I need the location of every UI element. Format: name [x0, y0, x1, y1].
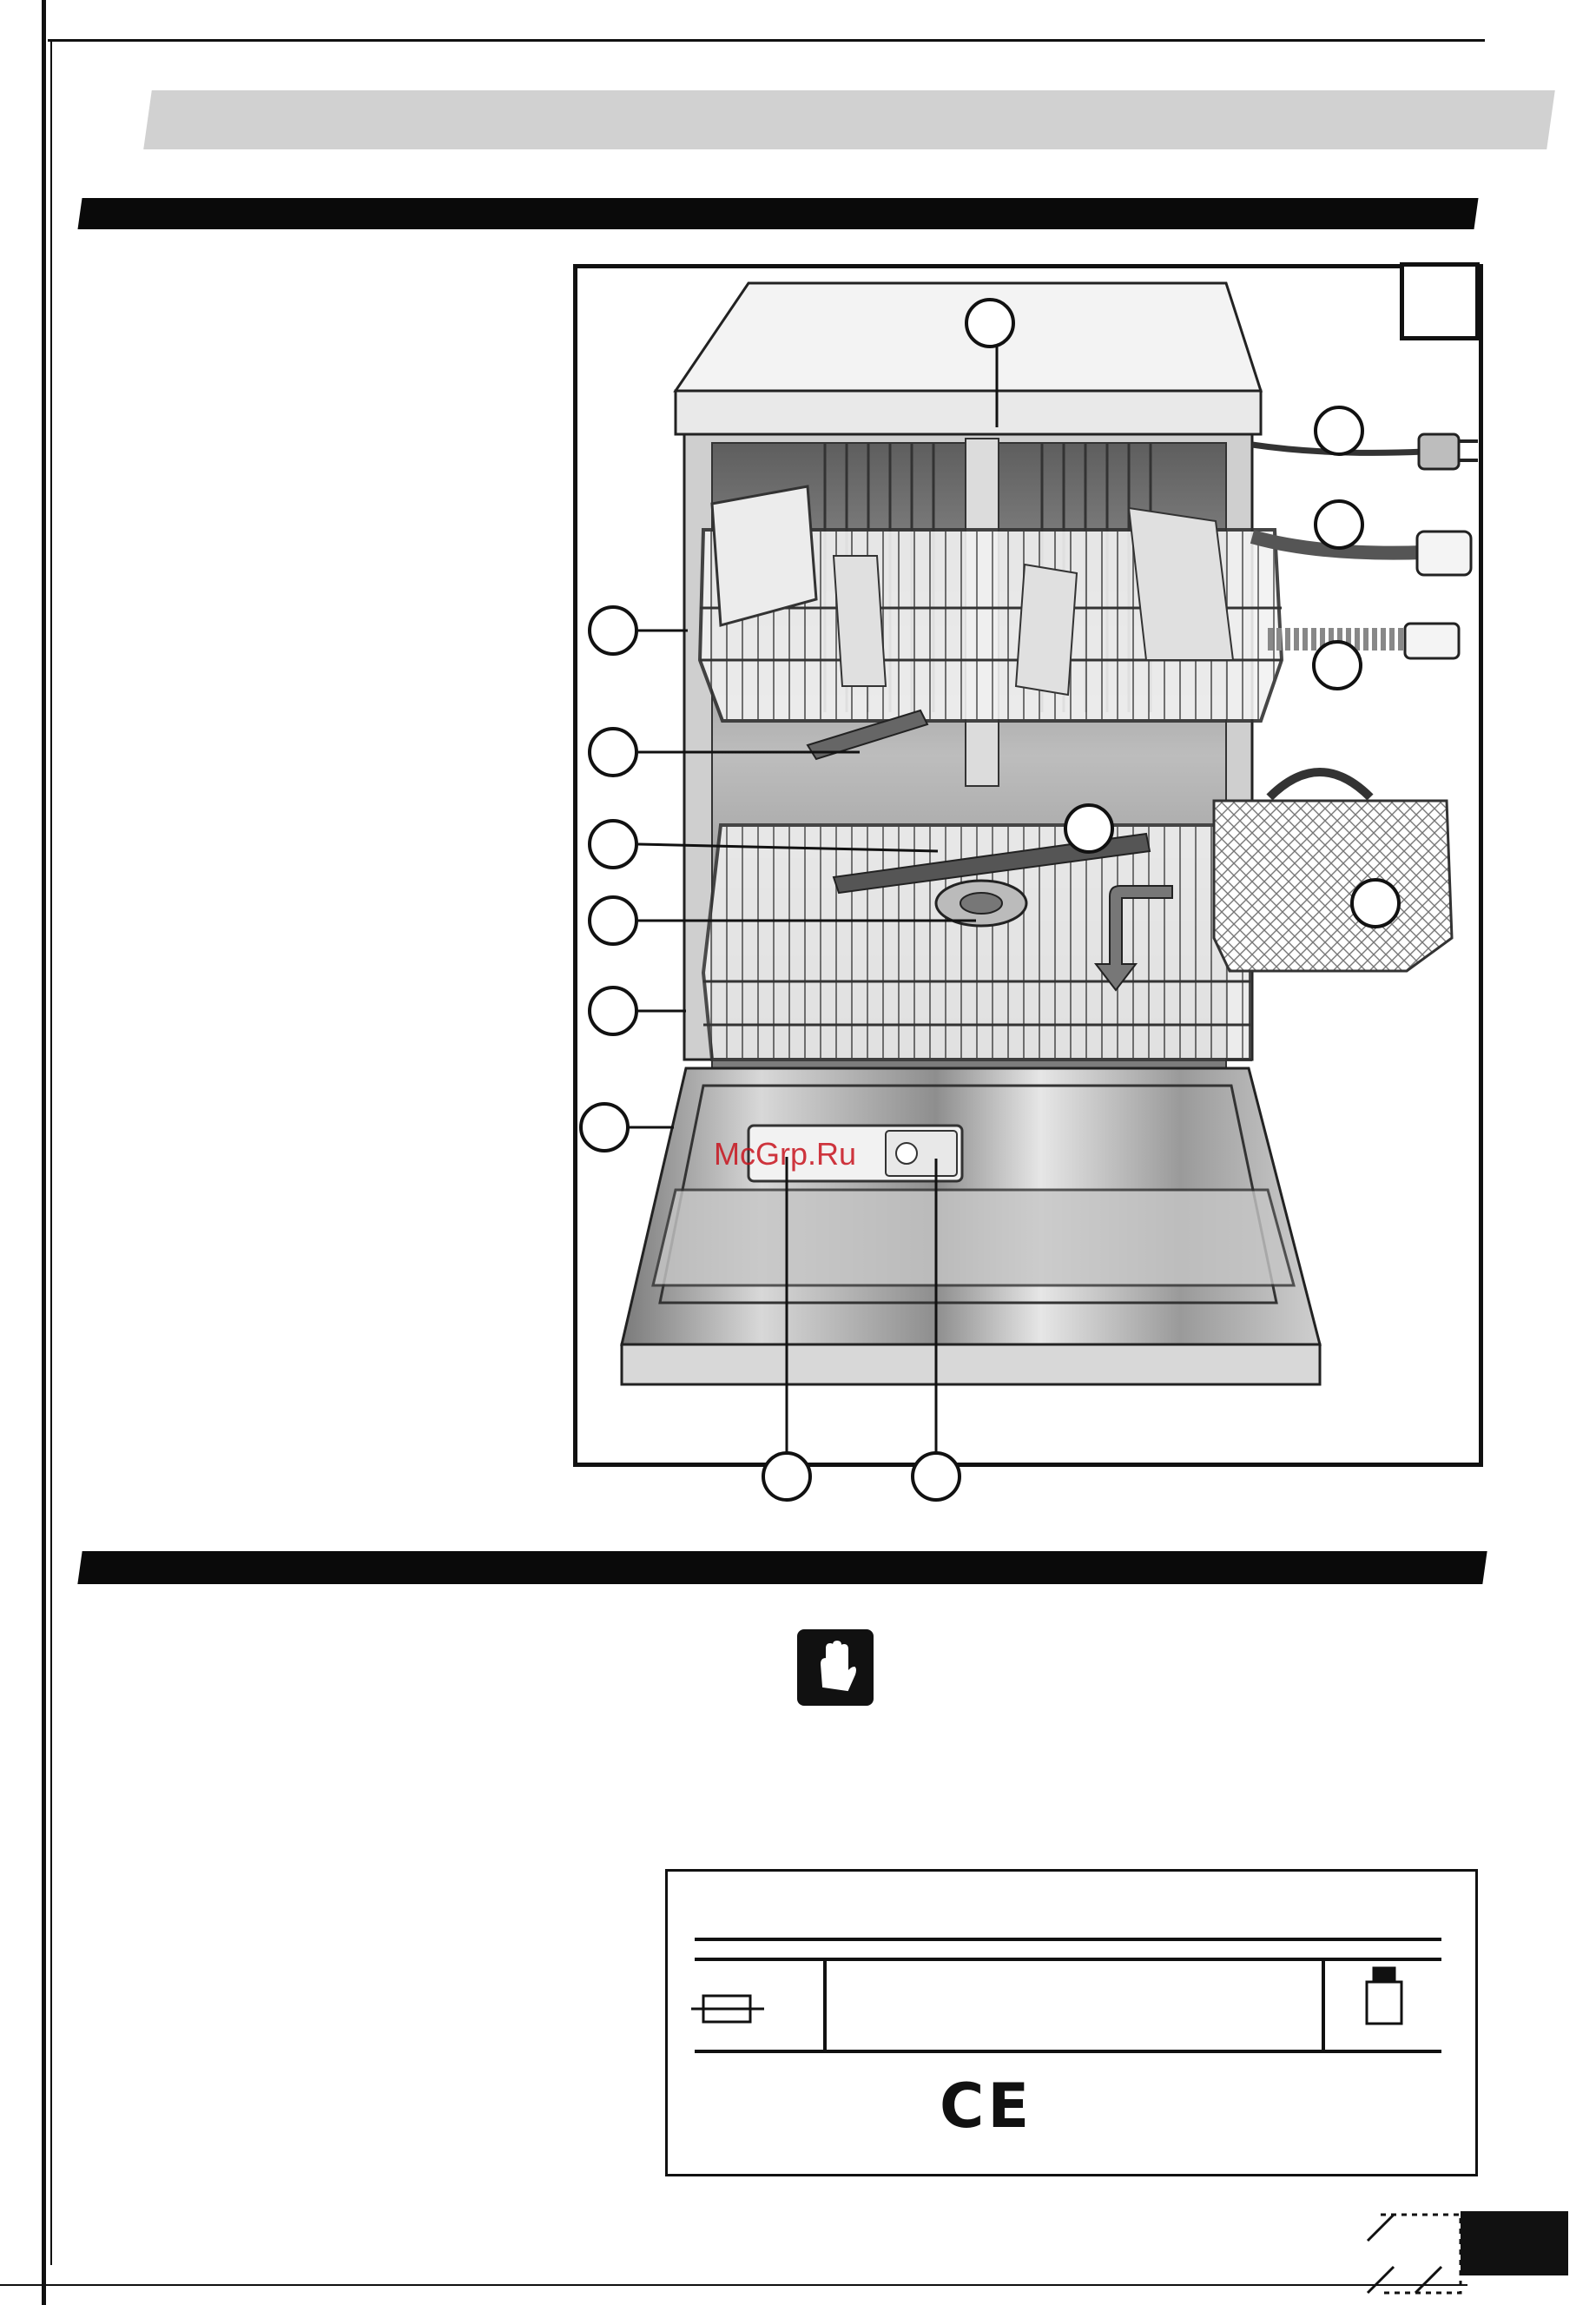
battery-icon [1367, 1968, 1401, 2024]
ce-mark: CE [940, 2071, 1033, 2142]
page-number-box [1461, 2211, 1568, 2275]
watermark: McGrp.Ru [714, 1136, 857, 1172]
fuse-icon [691, 1996, 764, 2022]
footer-rule [0, 2284, 1467, 2286]
page-corner-hatch [1363, 2206, 1467, 2302]
